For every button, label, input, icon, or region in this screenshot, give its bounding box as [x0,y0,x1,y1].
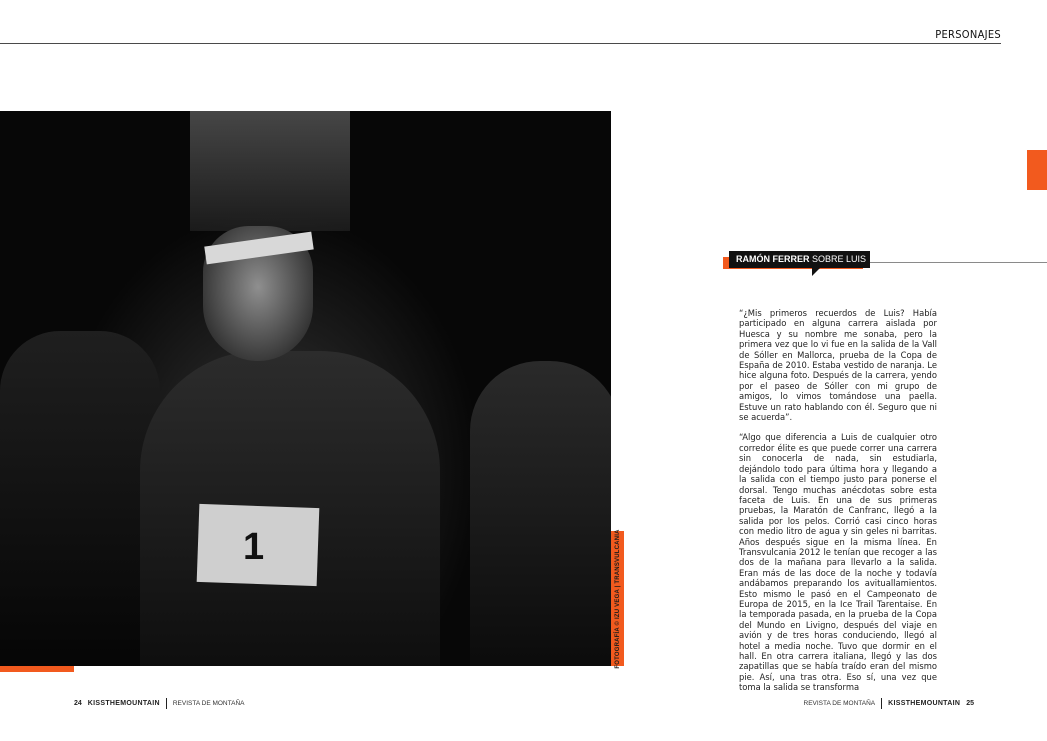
footer-divider [881,698,882,709]
quote-author: RAMÓN FERRER [736,254,810,264]
paragraph: “Algo que diferencia a Luis de cualquier otro corredor élite es que puede correr una carrera sin conocerla de nada, sin estudiarla, dejándolo todo para última hora y llegando a la salida con el tiempo justo para ponerse el dorsal. Tengo muchas anécdotas sobre esta faceta de Luis. En una de sus primeras pruebas, la Maratón de Canfranc, llegó a la salida por los pelos. Corrió casi cinco horas con medio litro de agua y sin geles ni barritas. Años después sigue en la misma línea. En Transvulcania 2012 le tenían que recoger a las dos de la mañana para llevarlo a la salida. Eran más de las doce de la noche y todavía andábamos preparando los avituallamientos. Esto mismo le pasó en el Campeonato de Europa de 2015, en la Ice Trail Tarentaise. En la temporada pasada, en la prueba de la Copa del Mundo en Livigno, después del viaje en avión y de tres horas conduciendo, llegó al hotel a media noche. Tuvo que dormir en el hall. En otra carrera italiana, llegó y las dos zapatillas que se había traído eran del mismo pie. Así, una tras otra. Eso sí, una vez que toma la salida se transforma [739,432,937,693]
quote-suffix: SOBRE LUIS [809,254,867,264]
footer-right [804,698,974,709]
magazine-subtitle: REVISTA DE MONTAÑA [172,700,245,707]
magazine-brand: KISSTHEMOUNTAIN [87,700,160,707]
footer-left [74,698,244,709]
spectator-left [0,331,160,666]
runner-photo [0,111,611,666]
photo-credit: FOTOGRAFÍA © IZU VEGA | TRANSVULCANIA [614,528,621,669]
paragraph: “¿Mis primeros recuerdos de Luis? Había participado en alguna carrera aislada por Huesca y su nombre me sonaba, pero la primera vez que lo vi fue en la salida de la Vall de Sóller en Mallorca, prueba de la Copa de España de 2010. Estaba vestido de naranja. Le hice alguna foto. Después de la carrera, yendo por el paseo de Sóller con mi grupo de amigos, lo vimos tomándose una paella. Estuve un rato hablando con él. Seguro que ni se acuerda”. [739,308,937,423]
spectator-right [470,361,611,666]
quote-rule [866,262,1047,263]
page-number: 24 [74,700,82,707]
accent-bar-left [0,666,74,672]
article-body [739,308,937,703]
section-title: PERSONAJES [935,28,1001,41]
quote-pointer [812,268,820,276]
background-light [190,111,350,231]
quote-label [729,251,870,268]
magazine-brand: KISSTHEMOUNTAIN [888,700,961,707]
section-tab [1027,150,1047,190]
page-number: 25 [966,700,974,707]
bib-number: 1 [243,526,265,568]
magazine-subtitle: REVISTA DE MONTAÑA [803,700,876,707]
header-rule [0,43,1001,44]
footer-divider [166,698,167,709]
photo-credit-strip [611,528,624,669]
